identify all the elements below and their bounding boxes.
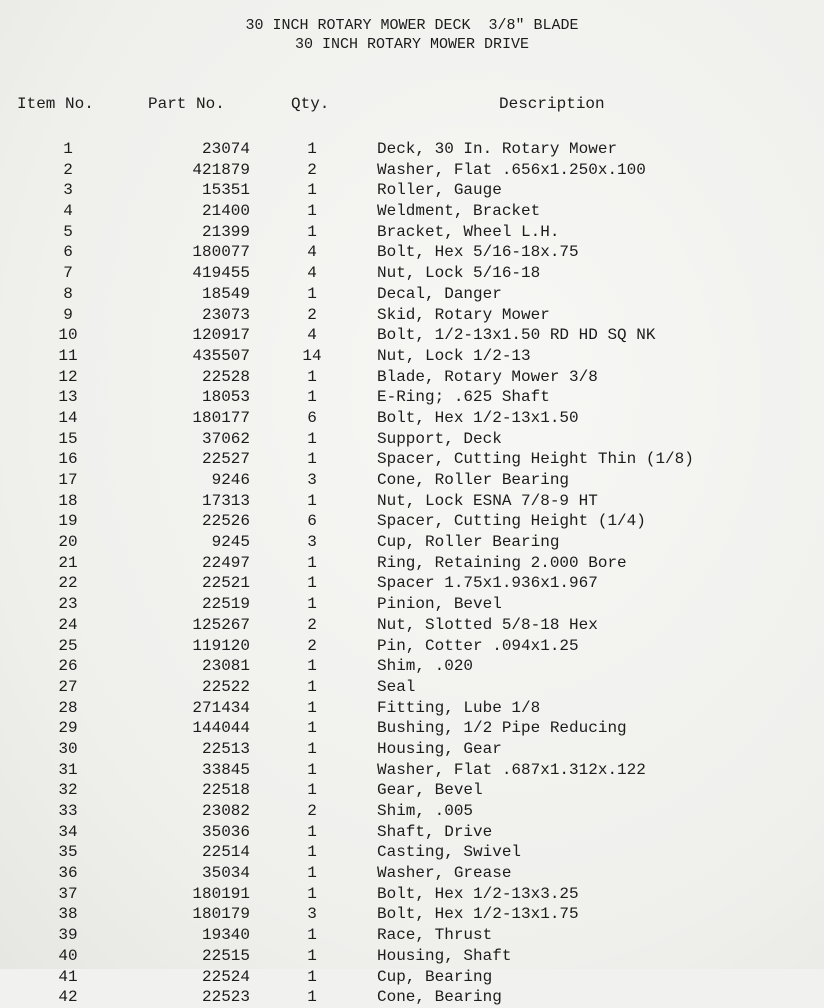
table-row xyxy=(0,491,824,512)
description-cell: Washer, Flat .687x1.312x.122 xyxy=(377,760,646,779)
qty-cell: 1 xyxy=(307,822,317,841)
description-cell: Casting, Swivel xyxy=(377,843,522,862)
description-cell: Bolt, Hex 5/16-18x.75 xyxy=(377,243,579,262)
part-no-cell: 22528 xyxy=(201,367,250,386)
description-cell: Washer, Flat .656x1.250x.100 xyxy=(377,160,646,179)
part-no-cell: 37062 xyxy=(201,429,250,448)
item-no-cell: 22 xyxy=(58,574,78,593)
qty-cell: 1 xyxy=(307,553,317,572)
table-row xyxy=(0,201,824,222)
qty-cell: 14 xyxy=(302,346,322,365)
table-row xyxy=(0,180,824,201)
part-no-cell: 33845 xyxy=(201,760,250,779)
description-cell: Nut, Lock 5/16-18 xyxy=(377,264,541,283)
qty-cell: 2 xyxy=(307,802,317,820)
part-no-cell: 17313 xyxy=(201,491,250,510)
qty-cell: 3 xyxy=(307,905,317,924)
table-row xyxy=(0,594,824,615)
table-row xyxy=(0,677,824,698)
table-row xyxy=(0,656,824,677)
item-no-cell: 25 xyxy=(58,636,78,655)
item-no-cell: 27 xyxy=(58,677,78,696)
description-cell: Ring, Retaining 2.000 Bore xyxy=(377,553,627,572)
table-row xyxy=(0,842,824,863)
table-row xyxy=(0,222,824,243)
table-row xyxy=(0,987,824,1008)
table-row xyxy=(0,387,824,408)
item-no-cell: 33 xyxy=(58,802,78,820)
table-row xyxy=(0,904,824,925)
table-row xyxy=(0,822,824,843)
item-no-cell: 41 xyxy=(58,967,78,986)
table-row xyxy=(0,739,824,760)
item-no-cell: 34 xyxy=(58,822,78,841)
part-no-cell: 23082 xyxy=(201,802,250,820)
description-cell: Bushing, 1/2 Pipe Reducing xyxy=(377,719,627,738)
item-no-cell: 32 xyxy=(58,781,78,800)
part-no-cell: 271434 xyxy=(192,698,250,717)
part-no-cell: 15351 xyxy=(201,181,250,200)
table-row xyxy=(0,284,824,305)
qty-cell: 1 xyxy=(307,388,317,407)
item-no-cell: 36 xyxy=(58,864,78,883)
description-cell: Decal, Danger xyxy=(377,284,502,303)
part-no-cell: 435507 xyxy=(192,346,250,365)
qty-cell: 2 xyxy=(307,636,317,655)
item-no-cell: 18 xyxy=(58,491,78,510)
part-no-cell: 421879 xyxy=(192,160,250,179)
item-no-cell: 20 xyxy=(58,533,78,552)
qty-cell: 1 xyxy=(307,140,317,158)
table-row xyxy=(0,470,824,491)
part-no-cell: 22527 xyxy=(201,450,250,469)
qty-cell: 6 xyxy=(307,512,317,531)
description-cell: Roller, Gauge xyxy=(377,181,502,200)
qty-cell: 1 xyxy=(307,491,317,510)
part-no-cell: 19340 xyxy=(201,926,250,945)
qty-cell: 1 xyxy=(307,739,317,758)
table-row xyxy=(0,367,824,388)
item-no-cell: 38 xyxy=(58,905,78,924)
description-cell: Weldment, Bracket xyxy=(377,202,541,221)
description-cell: Support, Deck xyxy=(377,429,502,448)
table-row xyxy=(0,263,824,284)
description-cell: Spacer 1.75x1.936x1.967 xyxy=(377,574,598,593)
item-no-cell: 42 xyxy=(58,988,78,1007)
item-no-cell: 24 xyxy=(58,615,78,634)
qty-cell: 1 xyxy=(307,284,317,303)
description-cell: Blade, Rotary Mower 3/8 xyxy=(377,367,598,386)
part-no-cell: 119120 xyxy=(192,636,250,655)
part-no-cell: 22518 xyxy=(201,781,250,800)
item-no-cell: 14 xyxy=(58,408,78,427)
part-no-cell: 35036 xyxy=(201,822,250,841)
table-row xyxy=(0,346,824,367)
item-no-cell: 29 xyxy=(58,719,78,738)
qty-cell: 1 xyxy=(307,181,317,200)
description-cell: Shim, .020 xyxy=(377,657,474,676)
part-no-cell: 22522 xyxy=(201,677,250,696)
item-no-cell: 9 xyxy=(63,305,73,324)
col-header-part: Part No. xyxy=(148,95,225,113)
doc-subtitle: 30 INCH ROTARY MOWER DRIVE xyxy=(294,36,530,53)
qty-cell: 1 xyxy=(307,946,317,965)
qty-cell: 2 xyxy=(307,615,317,634)
qty-cell: 6 xyxy=(307,408,317,427)
item-no-cell: 4 xyxy=(63,202,73,221)
qty-cell: 1 xyxy=(307,574,317,593)
description-cell: Seal xyxy=(377,677,416,696)
description-cell: Shaft, Drive xyxy=(377,822,493,841)
description-cell: Pinion, Bevel xyxy=(377,595,502,614)
part-no-cell: 35034 xyxy=(201,864,250,883)
table-row xyxy=(0,305,824,326)
part-no-cell: 180179 xyxy=(192,905,250,924)
description-cell: Race, Thrust xyxy=(377,926,493,945)
col-header-item: Item No. xyxy=(17,95,94,113)
part-no-cell: 23073 xyxy=(201,305,250,324)
part-no-cell: 144044 xyxy=(192,719,250,738)
part-no-cell: 180191 xyxy=(192,884,250,903)
item-no-cell: 6 xyxy=(63,243,73,262)
description-cell: Bolt, Hex 1/2-13x1.75 xyxy=(377,905,579,924)
qty-cell: 1 xyxy=(307,222,317,241)
part-no-cell: 21400 xyxy=(201,202,250,221)
qty-cell: 1 xyxy=(307,781,317,800)
qty-cell: 2 xyxy=(307,305,317,324)
qty-cell: 1 xyxy=(307,677,317,696)
item-no-cell: 26 xyxy=(58,657,78,676)
table-row xyxy=(0,408,824,429)
description-cell: Nut, Lock ESNA 7/8-9 HT xyxy=(377,491,598,510)
item-no-cell: 5 xyxy=(63,222,73,241)
table-row xyxy=(0,698,824,719)
item-no-cell: 37 xyxy=(58,884,78,903)
qty-cell: 2 xyxy=(307,160,317,179)
part-no-cell: 22497 xyxy=(201,553,250,572)
item-no-cell: 13 xyxy=(58,388,78,407)
qty-cell: 1 xyxy=(307,367,317,386)
part-no-cell: 180177 xyxy=(192,408,250,427)
part-no-cell: 180077 xyxy=(192,243,250,262)
qty-cell: 1 xyxy=(307,864,317,883)
table-row xyxy=(0,553,824,574)
part-no-cell: 419455 xyxy=(192,264,250,283)
qty-cell: 1 xyxy=(307,450,317,469)
item-no-cell: 10 xyxy=(58,326,78,345)
part-no-cell: 9246 xyxy=(211,471,250,489)
description-cell: Washer, Grease xyxy=(377,864,512,883)
description-cell: Bracket, Wheel L.H. xyxy=(377,222,560,241)
qty-cell: 1 xyxy=(307,429,317,448)
description-cell: Gear, Bevel xyxy=(377,781,483,800)
qty-cell: 1 xyxy=(307,595,317,614)
item-no-cell: 30 xyxy=(58,739,78,758)
qty-cell: 1 xyxy=(307,884,317,903)
description-cell: Spacer, Cutting Height (1/4) xyxy=(377,512,646,531)
description-cell: Nut, Lock 1/2-13 xyxy=(377,346,531,365)
description-cell: Bolt, Hex 1/2-13x3.25 xyxy=(377,884,579,903)
part-no-cell: 18053 xyxy=(201,388,250,407)
qty-cell: 1 xyxy=(307,698,317,717)
description-cell: Cup, Bearing xyxy=(377,967,493,986)
part-no-cell: 22521 xyxy=(201,574,250,593)
item-no-cell: 40 xyxy=(58,946,78,965)
item-no-cell: 8 xyxy=(63,284,73,303)
qty-cell: 4 xyxy=(307,264,317,283)
table-row xyxy=(0,863,824,884)
item-no-cell: 16 xyxy=(58,450,78,469)
table-row xyxy=(0,449,824,470)
item-no-cell: 2 xyxy=(63,160,73,179)
item-no-cell: 28 xyxy=(58,698,78,717)
item-no-cell: 35 xyxy=(58,843,78,862)
description-cell: Cone, Roller Bearing xyxy=(377,471,570,489)
description-cell: Skid, Rotary Mower xyxy=(377,305,550,324)
doc-title: 30 INCH ROTARY MOWER DECK 3/8" BLADE xyxy=(245,17,579,34)
table-row xyxy=(0,139,824,160)
table-row xyxy=(0,925,824,946)
item-no-cell: 11 xyxy=(58,346,78,365)
item-no-cell: 21 xyxy=(58,553,78,572)
part-no-cell: 22519 xyxy=(201,595,250,614)
part-no-cell: 23074 xyxy=(201,140,250,158)
part-no-cell: 9245 xyxy=(211,533,250,552)
item-no-cell: 3 xyxy=(63,181,73,200)
item-no-cell: 1 xyxy=(63,140,73,158)
qty-cell: 1 xyxy=(307,202,317,221)
description-cell: Fitting, Lube 1/8 xyxy=(377,698,541,717)
description-cell: E-Ring; .625 Shaft xyxy=(377,388,550,407)
part-no-cell: 125267 xyxy=(192,615,250,634)
col-header-qty: Qty. xyxy=(291,95,330,113)
parts-list xyxy=(0,139,824,1008)
description-cell: Bolt, 1/2-13x1.50 RD HD SQ NK xyxy=(377,326,656,345)
table-row xyxy=(0,884,824,905)
col-header-description: Description xyxy=(499,95,605,113)
item-no-cell: 19 xyxy=(58,512,78,531)
item-no-cell: 31 xyxy=(58,760,78,779)
item-no-cell: 12 xyxy=(58,367,78,386)
table-row xyxy=(0,573,824,594)
description-cell: Shim, .005 xyxy=(377,802,474,820)
item-no-cell: 39 xyxy=(58,926,78,945)
qty-cell: 1 xyxy=(307,657,317,676)
item-no-cell: 17 xyxy=(58,471,78,489)
part-no-cell: 22524 xyxy=(201,967,250,986)
item-no-cell: 7 xyxy=(63,264,73,283)
qty-cell: 4 xyxy=(307,243,317,262)
description-cell: Deck, 30 In. Rotary Mower xyxy=(377,140,618,158)
part-no-cell: 22513 xyxy=(201,739,250,758)
qty-cell: 3 xyxy=(307,471,317,489)
qty-cell: 4 xyxy=(307,326,317,345)
description-cell: Housing, Gear xyxy=(377,739,502,758)
part-no-cell: 120917 xyxy=(192,326,250,345)
table-row xyxy=(0,780,824,801)
item-no-cell: 15 xyxy=(58,429,78,448)
table-row xyxy=(0,801,824,822)
table-row xyxy=(0,615,824,636)
table-row xyxy=(0,511,824,532)
item-no-cell: 23 xyxy=(58,595,78,614)
description-cell: Nut, Slotted 5/8-18 Hex xyxy=(377,615,598,634)
description-cell: Housing, Shaft xyxy=(377,946,512,965)
description-cell: Cup, Roller Bearing xyxy=(377,533,560,552)
qty-cell: 1 xyxy=(307,719,317,738)
qty-cell: 3 xyxy=(307,533,317,552)
table-row xyxy=(0,946,824,967)
table-row xyxy=(0,532,824,553)
table-row xyxy=(0,967,824,988)
qty-cell: 1 xyxy=(307,967,317,986)
description-cell: Spacer, Cutting Height Thin (1/8) xyxy=(377,450,694,469)
part-no-cell: 21399 xyxy=(201,222,250,241)
description-cell: Cone, Bearing xyxy=(377,988,502,1007)
table-row xyxy=(0,325,824,346)
part-no-cell: 22514 xyxy=(201,843,250,862)
part-no-cell: 22523 xyxy=(201,988,250,1007)
table-row xyxy=(0,429,824,450)
table-row xyxy=(0,760,824,781)
part-no-cell: 22526 xyxy=(201,512,250,531)
table-row xyxy=(0,636,824,657)
description-cell: Bolt, Hex 1/2-13x1.50 xyxy=(377,408,579,427)
part-no-cell: 22515 xyxy=(201,946,250,965)
description-cell: Pin, Cotter .094x1.25 xyxy=(377,636,579,655)
qty-cell: 1 xyxy=(307,843,317,862)
table-row xyxy=(0,718,824,739)
part-no-cell: 23081 xyxy=(201,657,250,676)
qty-cell: 1 xyxy=(307,988,317,1007)
table-row xyxy=(0,160,824,181)
qty-cell: 1 xyxy=(307,926,317,945)
table-row xyxy=(0,242,824,263)
qty-cell: 1 xyxy=(307,760,317,779)
part-no-cell: 18549 xyxy=(201,284,250,303)
